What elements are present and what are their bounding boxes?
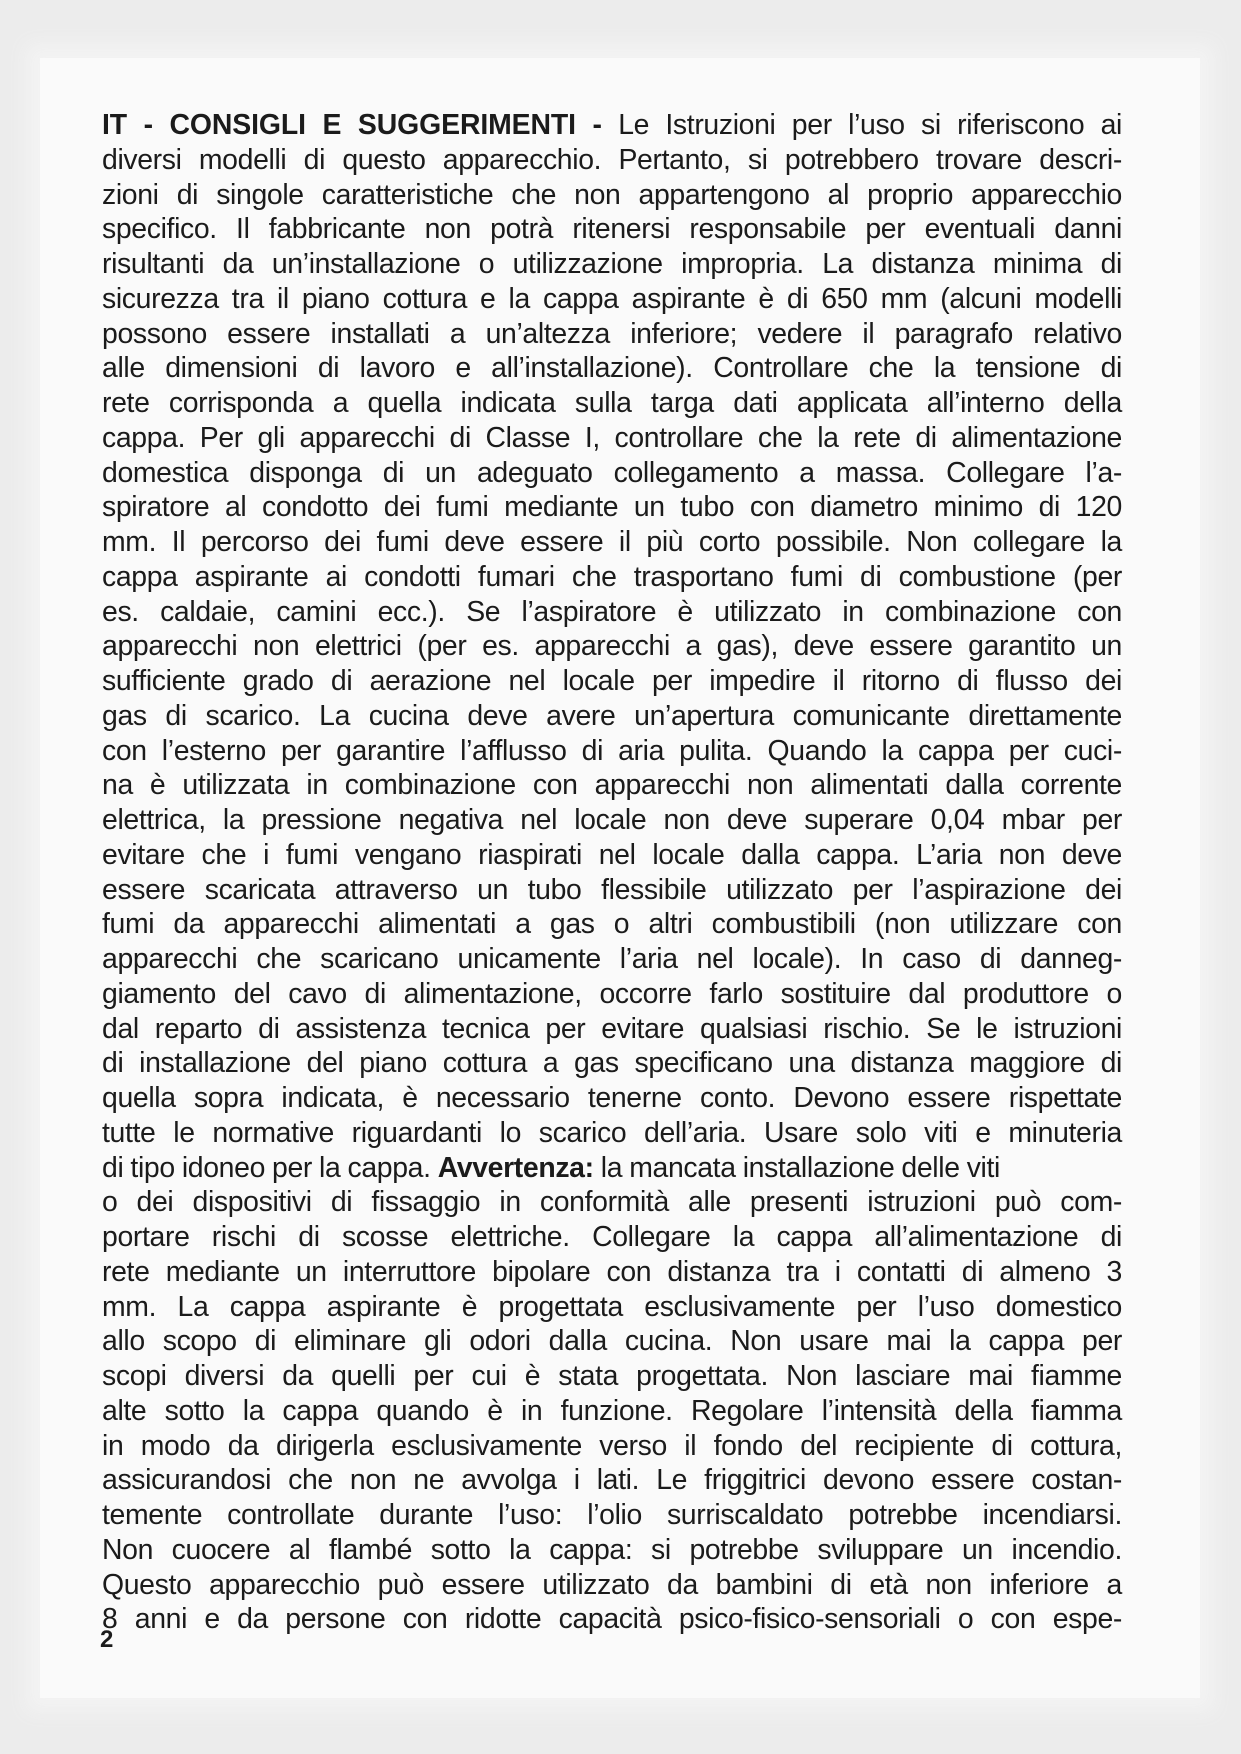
text-line: Non cuocere al flambé sotto la cappa: si potrebbe sviluppare un incendio. — [102, 1533, 1122, 1566]
page-number: 2 — [100, 1626, 114, 1653]
text-line: es. caldaie, camini ecc.). Se l’aspiratore è utilizzato in combinazione con — [102, 595, 1122, 628]
text-line: con l’esterno per garantire l’afflusso di aria pulita. Quando la cappa per cuci- — [102, 734, 1122, 767]
text-line: elettrica, la pressione negativa nel locale non deve superare 0,04 mbar per — [102, 804, 1122, 836]
text-line: evitare che i fumi vengano riaspirati nel locale dalla cappa. L’aria non deve — [102, 838, 1122, 871]
text-line: rete mediante un interruttore bipolare con distanza tra i contatti di almeno 3 — [102, 1255, 1122, 1288]
section-heading: IT - CONSIGLI E SUGGERIMENTI - — [102, 109, 602, 141]
text-line: zioni di singole caratteristiche che non appartengono al proprio apparecchio — [102, 178, 1122, 211]
text-line: giamento del cavo di alimentazione, occorre farlo sostituire dal produttore o — [102, 977, 1122, 1010]
text-line: 8 anni e da persone con ridotte capacità psico-fisico-sensoriali o con espe- — [102, 1603, 1122, 1636]
text-line: tutte le normative riguardanti lo scarico dell’aria. Usare solo viti e minuteria — [102, 1116, 1122, 1149]
text-line: gas di scarico. La cucina deve avere un’apertura comunicante direttamente — [102, 699, 1122, 732]
text-line: quella sopra indicata, è necessario tenerne conto. Devono essere rispettate — [102, 1082, 1122, 1114]
text-line: specifico. Il fabbricante non potrà ritenersi responsabile per eventuali danni — [102, 213, 1122, 246]
text-line: alle dimensioni di lavoro e all’installazione). Controllare che la tensione di — [102, 352, 1122, 385]
text-line: scopi diversi da quelli per cui è stata progettata. Non lasciare mai fiamme — [102, 1360, 1122, 1392]
text-line: temente controllate durante l’uso: l’olio surriscaldato potrebbe incendiarsi. — [102, 1499, 1122, 1531]
text-line: rete corrisponda a quella indicata sulla targa dati applicata all’interno della — [102, 387, 1122, 419]
body-text — [102, 108, 1122, 1637]
text-line: risultanti da un’installazione o utilizzazione impropria. La distanza minima di — [102, 248, 1122, 280]
text-line: IT - CONSIGLI E SUGGERIMENTI - Le Istruzioni per l’uso si riferiscono ai — [102, 109, 1122, 141]
text-line: essere scaricata attraverso un tubo flessibile utilizzato per l’aspirazione dei — [102, 873, 1122, 906]
text-line: allo scopo di eliminare gli odori dalla cucina. Non usare mai la cappa per — [102, 1325, 1122, 1358]
text-line: in modo da dirigerla esclusivamente verso il fondo del recipiente di cottura, — [102, 1429, 1122, 1462]
text-line: spiratore al condotto dei fumi mediante un tubo con diametro minimo di 120 — [102, 491, 1122, 524]
text-line: cappa aspirante ai condotti fumari che trasportano fumi di combustione (per — [102, 560, 1122, 593]
warning-label: Avvertenza: — [437, 1151, 594, 1184]
text-line: o dei dispositivi di fissaggio in conformità alle presenti istruzioni può com- — [102, 1186, 1122, 1219]
text-line: sufficiente grado di aerazione nel locale per impedire il ritorno di flusso dei — [102, 665, 1122, 697]
text-line: mm. Il percorso dei fumi deve essere il più corto possibile. Non collegare la — [102, 526, 1122, 558]
text-line: apparecchi non elettrici (per es. apparecchi a gas), deve essere garantito un — [102, 630, 1122, 663]
text-line: di installazione del piano cottura a gas specificano una distanza maggiore di — [102, 1047, 1122, 1080]
text-line: domestica disponga di un adeguato collegamento a massa. Collegare l’a- — [102, 456, 1122, 489]
text-line: dal reparto di assistenza tecnica per evitare qualsiasi rischio. Se le istruzioni — [102, 1012, 1122, 1045]
text-line: na è utilizzata in combinazione con apparecchi non alimentati dalla corrente — [102, 769, 1122, 802]
text-line: sicurezza tra il piano cottura e la cappa aspirante è di 650 mm (alcuni modelli — [102, 282, 1122, 315]
text-line: portare rischi di scosse elettriche. Collegare la cappa all’alimentazione di — [102, 1221, 1122, 1253]
text-line: Questo apparecchio può essere utilizzato da bambini di età non inferiore a — [102, 1568, 1122, 1601]
text-line: cappa. Per gli apparecchi di Classe I, controllare che la rete di alimentazione — [102, 421, 1122, 454]
text-line: di tipo idoneo per la cappa. Avvertenza: la mancata installazione delle viti — [102, 1151, 1000, 1184]
text-line: possono essere installati a un’altezza inferiore; vedere il paragrafo relativo — [102, 317, 1122, 350]
text-line: fumi da apparecchi alimentati a gas o altri combustibili (non utilizzare con — [102, 908, 1122, 941]
text-line: apparecchi che scaricano unicamente l’aria nel locale). In caso di danneg- — [102, 943, 1122, 975]
text-line: diversi modelli di questo apparecchio. Pertanto, si potrebbero trovare descri- — [102, 143, 1122, 176]
text-line: mm. La cappa aspirante è progettata esclusivamente per l’uso domestico — [102, 1290, 1122, 1323]
text-line: assicurandosi che non ne avvolga i lati. Le friggitrici devono essere costan- — [102, 1464, 1122, 1497]
text-line: alte sotto la cappa quando è in funzione. Regolare l’intensità della fiamma — [102, 1394, 1122, 1427]
